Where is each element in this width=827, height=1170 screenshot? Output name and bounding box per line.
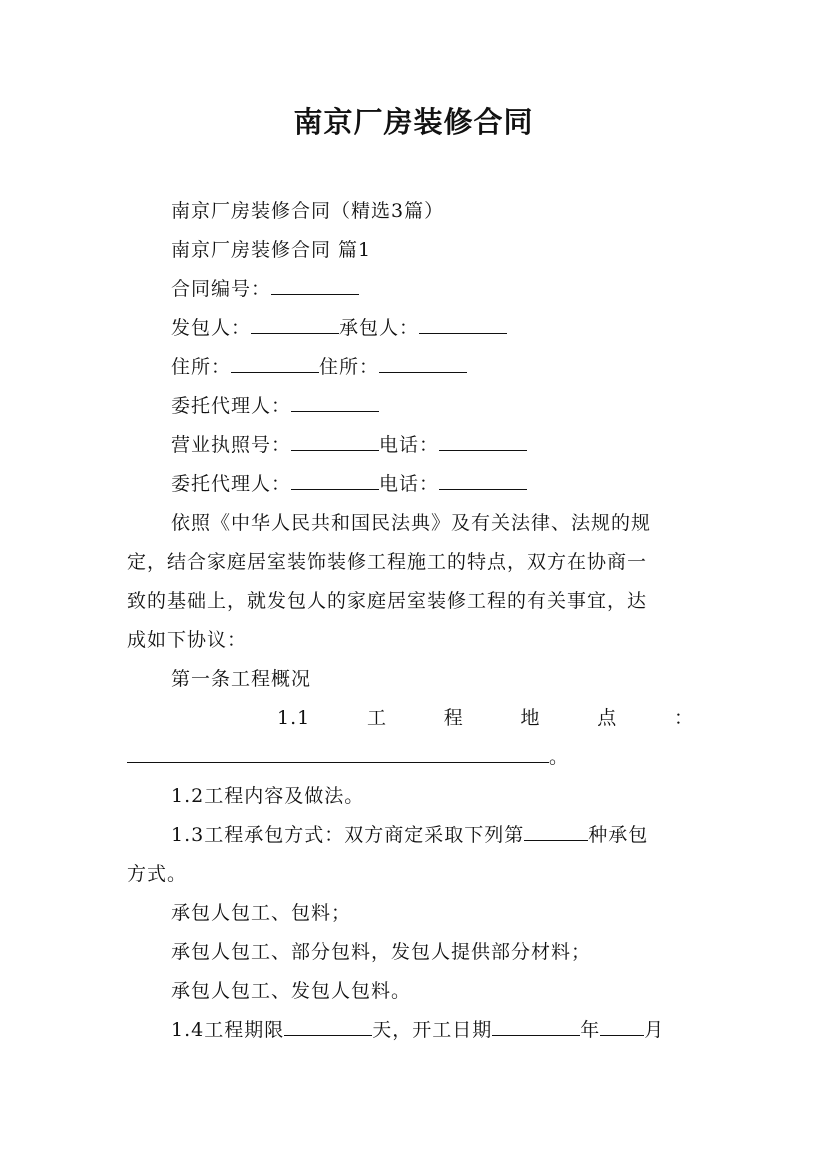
start-year-blank <box>492 1019 580 1036</box>
clause-char: 点 <box>597 707 618 729</box>
clause-1-3 <box>127 816 702 855</box>
site-address-blank-line <box>127 738 702 777</box>
paragraph-line: 定，结合家庭居室装饰装修工程施工的特点，双方在协商一 <box>127 551 648 573</box>
phone-blank-2 <box>439 473 527 490</box>
employer-blank <box>251 317 339 334</box>
clause-1-2: 1.2工程内容及做法。 <box>171 785 365 807</box>
address-label-2: 住所： <box>319 356 380 378</box>
paragraph-line: 致的基础上，就发包人的家庭居室装修工程的有关事宜，达 <box>127 590 648 612</box>
agent-label-2: 委托代理人： <box>171 473 292 495</box>
address-line <box>127 348 702 387</box>
agent-label: 委托代理人： <box>171 395 292 417</box>
clause-1-3-cont: 方式。 <box>127 863 188 885</box>
agent-blank-2 <box>291 473 379 490</box>
part-heading <box>127 231 702 270</box>
employer-label: 发包人： <box>171 317 252 339</box>
start-date-label: 天，开工日期 <box>372 1019 493 1041</box>
year-label: 年 <box>580 1019 601 1041</box>
agent-blank <box>291 395 379 412</box>
phone-blank-1 <box>439 434 527 451</box>
site-address-line <box>127 699 694 738</box>
clause-number: 1.1 <box>277 707 311 729</box>
contractor-label: 承包人： <box>339 317 420 339</box>
option-3: 承包人包工、发包人包料。 <box>171 980 412 1002</box>
clause-1-4 <box>127 1011 702 1050</box>
option-2: 承包人包工、部分包料，发包人提供部分材料； <box>171 941 592 963</box>
phone-label-2: 电话： <box>379 473 440 495</box>
license-line <box>127 426 702 465</box>
agent-phone-line <box>127 465 702 504</box>
phone-label-1: 电话： <box>379 434 440 456</box>
contract-number-line <box>127 270 702 309</box>
parties-line <box>127 309 702 348</box>
document-title: 南京厂房装修合同 <box>293 105 534 139</box>
clause-1-3-text-b: 种承包 <box>588 824 649 846</box>
paragraph-line: 依照《中华人民共和国民法典》及有关法律、法规的规 <box>171 512 652 534</box>
site-address-blank <box>127 746 549 763</box>
subtitle-text: 南京厂房装修合同（精选3篇） <box>171 200 445 222</box>
paragraph-line: 成如下协议： <box>127 629 248 651</box>
option-1: 承包人包工、包料； <box>171 902 352 924</box>
license-label: 营业执照号： <box>171 434 292 456</box>
section-heading: 第一条工程概况 <box>171 668 312 690</box>
clause-char: 程 <box>443 707 464 729</box>
agent-line <box>127 387 702 426</box>
term-days-blank <box>284 1019 372 1036</box>
clause-colon: ： <box>673 707 694 729</box>
license-blank <box>291 434 379 451</box>
part-heading-text: 南京厂房装修合同 篇1 <box>171 239 372 261</box>
month-label: 月 <box>644 1019 665 1041</box>
address-label-1: 住所： <box>171 356 232 378</box>
address-blank-2 <box>379 356 467 373</box>
clause-char: 地 <box>520 707 541 729</box>
start-month-blank <box>600 1019 644 1036</box>
subtitle-line <box>127 192 702 231</box>
period: 。 <box>549 746 570 768</box>
clause-1-3-text: 1.3工程承包方式：双方商定采取下列第 <box>171 824 525 846</box>
address-blank-1 <box>231 356 319 373</box>
contractor-blank <box>419 317 507 334</box>
clause-char: 工 <box>366 707 387 729</box>
contract-number-label: 合同编号： <box>171 278 272 300</box>
method-blank <box>524 824 588 841</box>
term-label: 1.4工程期限 <box>171 1019 285 1041</box>
contract-number-blank <box>271 278 359 295</box>
